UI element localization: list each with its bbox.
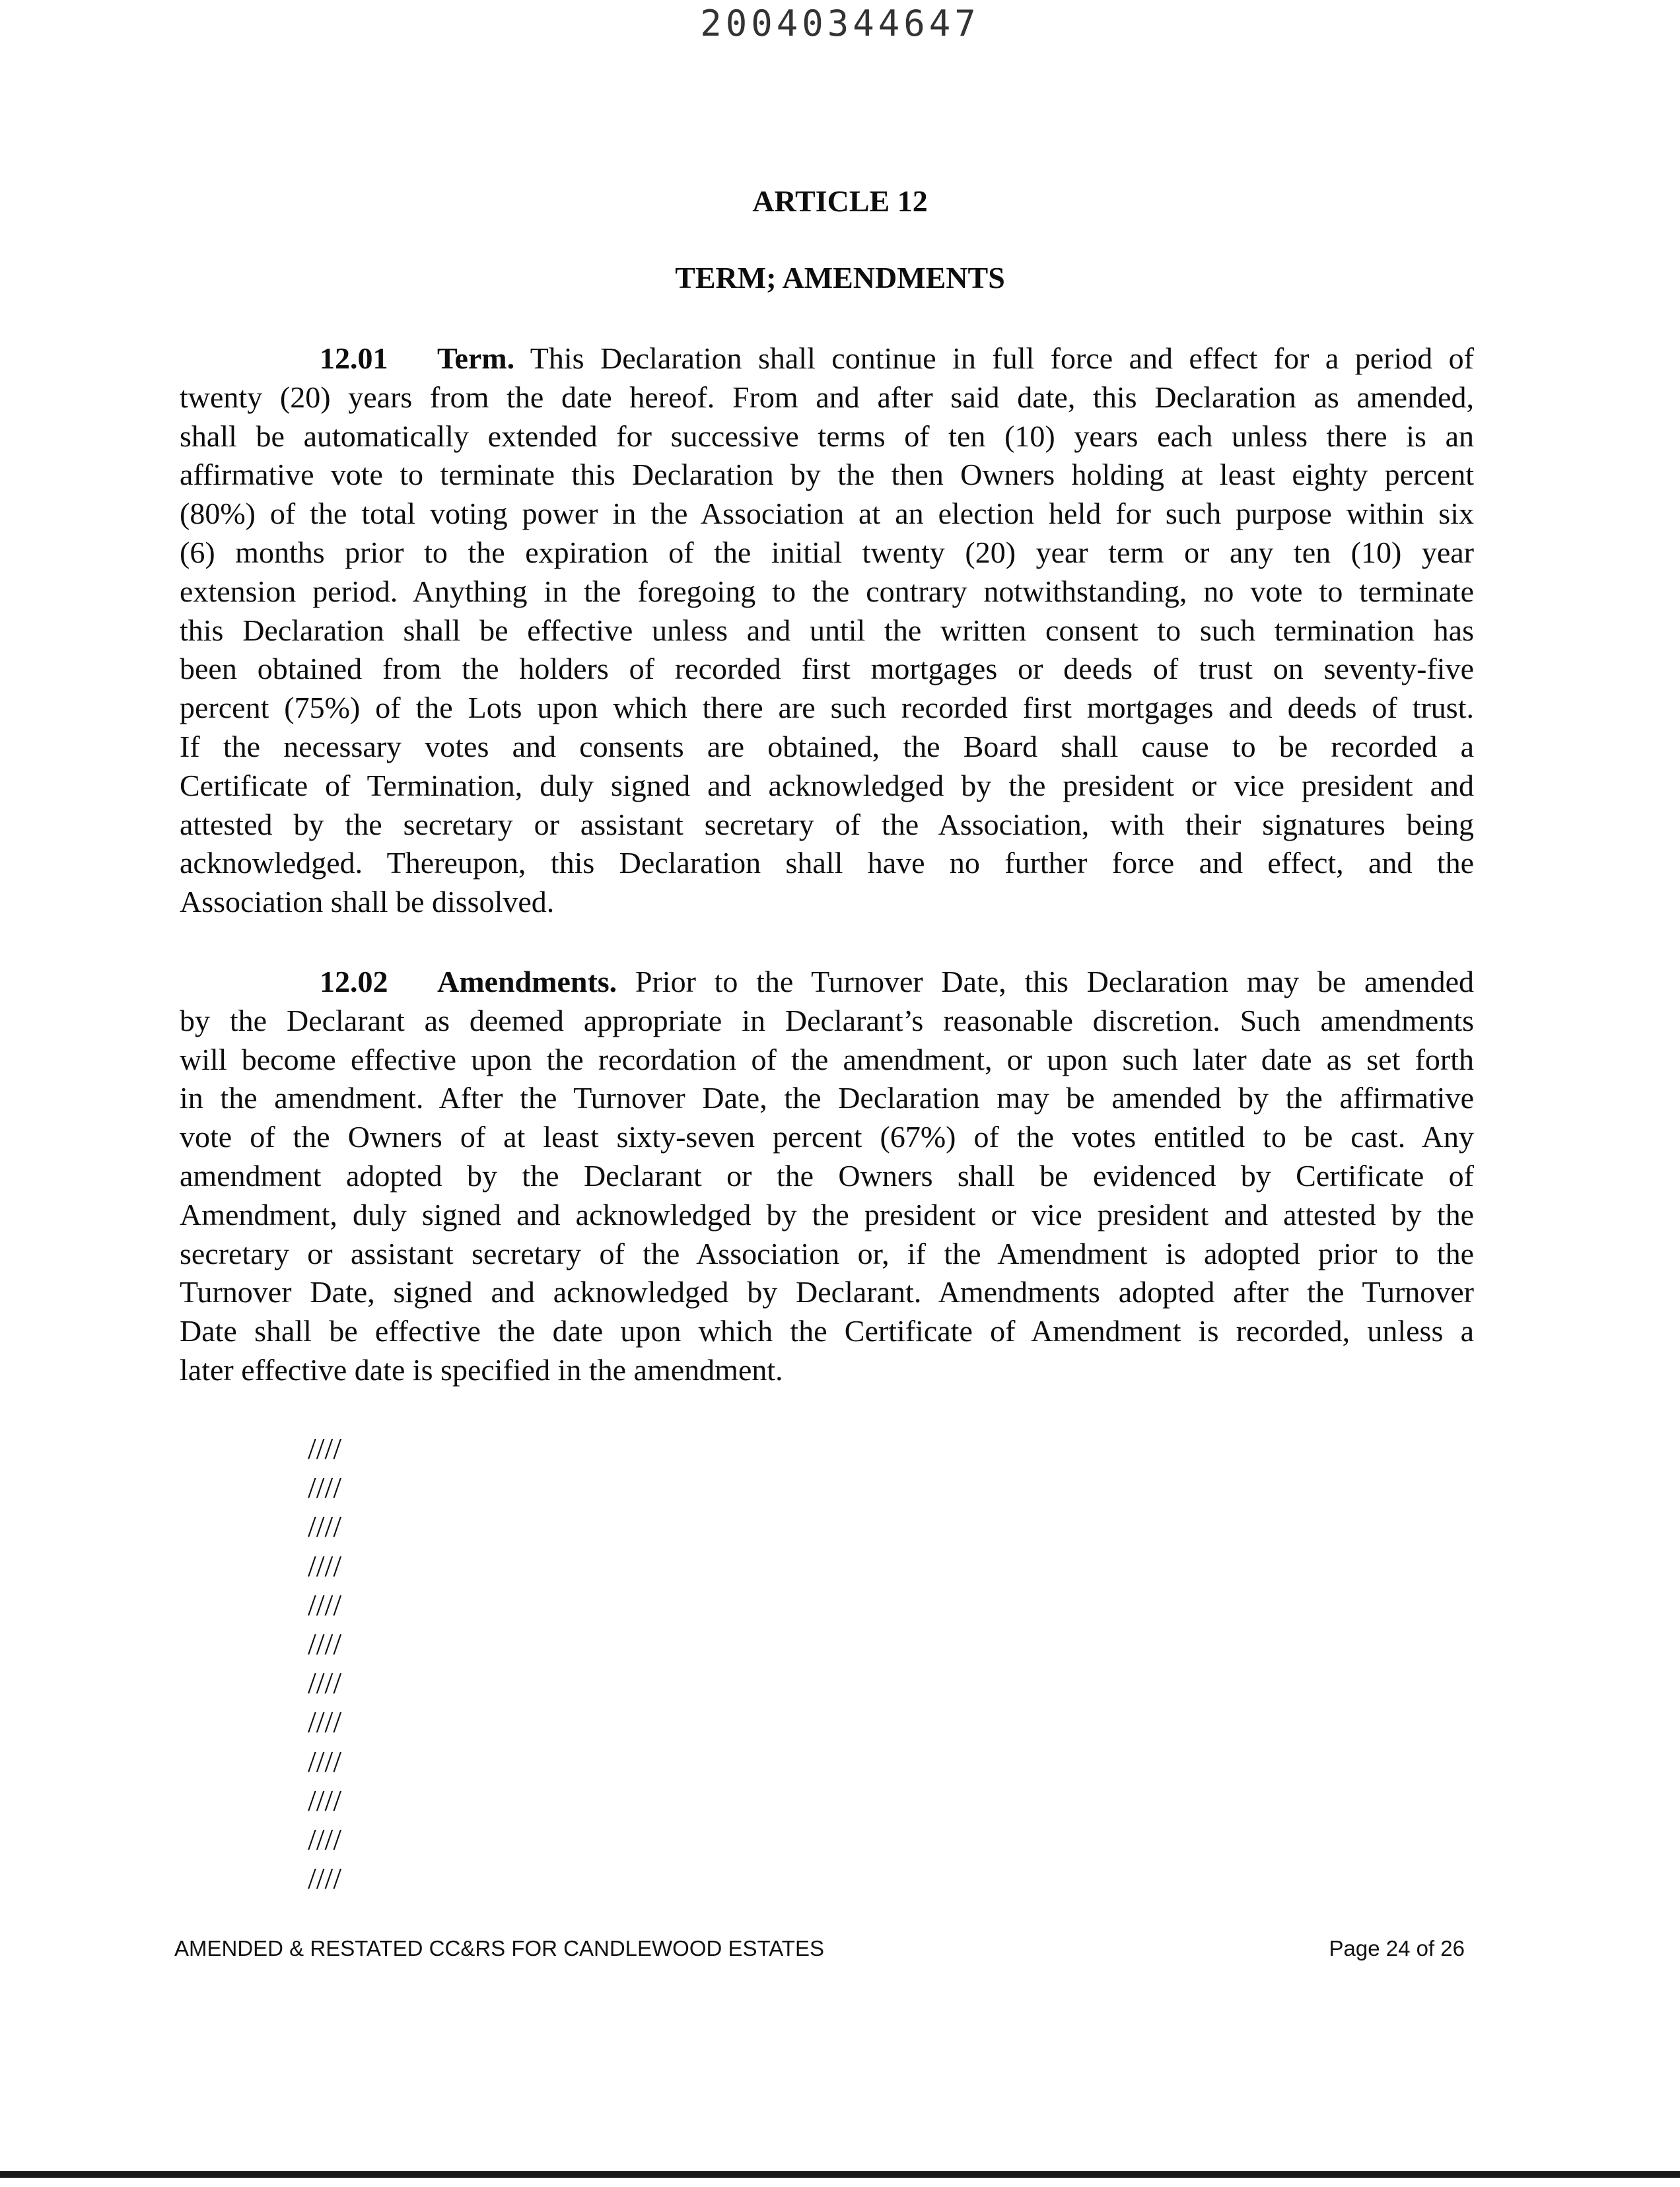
slash-line: //// [308, 1861, 342, 1896]
section-text-line: by the Declarant as deemed appropriate in Declarant’s reasonable discretion. Such amendments [180, 1003, 1474, 1037]
slash-line: //// [308, 1822, 342, 1857]
slash-line: //// [308, 1432, 342, 1465]
footer-document-title: AMENDED & RESTATED CC&RS FOR CANDLEWOOD ESTATES [174, 1936, 824, 1961]
section-amendments [180, 963, 1474, 1390]
section-text-line: extension period. Anything in the foregoing to the contrary notwithstanding, no vote to terminate [180, 574, 1474, 608]
section-text-line: This Declaration shall continue in full force and effect for a period of [530, 341, 1475, 375]
section-text-line: been obtained from the holders of recorded first mortgages or deeds of trust on seventy-five [180, 652, 1474, 686]
section-text-line: twenty (20) years from the date hereof. From and after said date, this Declaration as amended, [180, 380, 1474, 414]
slash-line: //// [308, 1744, 342, 1778]
section-text-line: percent (75%) of the Lots upon which there are such recorded first mortgages and deeds of trust. [180, 691, 1474, 725]
section-number: 12.01 [320, 341, 388, 375]
section-text-line: Date shall be effective the date upon which the Certificate of Amendment is recorded, unless a [180, 1314, 1474, 1348]
slash-line: //// [308, 1705, 342, 1739]
section-first-line [180, 963, 1474, 1002]
section-first-line [180, 339, 1474, 378]
slash-line: //// [308, 1587, 342, 1622]
section-title: Amendments. [437, 965, 617, 998]
section-text-line: vote of the Owners of at least sixty-seven percent (67%) of the votes entitled to be cast. Any [180, 1120, 1474, 1154]
section-text-line: acknowledged. Thereupon, this Declaration shall have no further force and effect, and the [180, 846, 1474, 880]
section-text-line: attested by the secretary or assistant secretary of the Association, with their signatures being [180, 807, 1474, 841]
section-text-line: Certificate of Termination, duly signed and acknowledged by the president or vice president and [180, 768, 1474, 802]
section-text-line: shall be automatically extended for successive terms of ten (10) years each unless there is an [180, 419, 1474, 453]
section-text-line: this Declaration shall be effective unless and until the written consent to such termination has [180, 613, 1474, 647]
section-text-line: (6) months prior to the expiration of the initial twenty (20) year term or any ten (10) year [180, 535, 1474, 569]
section-text-line: later effective date is specified in the amendment. [180, 1352, 783, 1387]
section-text-line: in the amendment. After the Turnover Date, the Declaration may be amended by the affirmative [180, 1081, 1474, 1115]
section-number: 12.02 [320, 965, 388, 998]
section-text-line: affirmative vote to terminate this Declaration by the then Owners holding at least eighty percent [180, 458, 1474, 492]
slash-line: //// [308, 1666, 342, 1700]
section-title: Term. [437, 341, 515, 375]
slash-line: //// [308, 1548, 342, 1583]
document-number: 20040344647 [700, 3, 980, 44]
section-text-line: secretary or assistant secretary of the Association or, if the Amendment is adopted prior to the [180, 1236, 1474, 1270]
section-text-line: amendment adopted by the Declarant or the Owners shall be evidenced by Certificate of [180, 1158, 1474, 1193]
section-text-line: Association shall be dissolved. [180, 885, 555, 919]
section-text-line: Turnover Date, signed and acknowledged by Declarant. Amendments adopted after the Turnover [180, 1275, 1474, 1309]
slash-line: //// [308, 1783, 342, 1817]
slash-line: //// [308, 1627, 342, 1661]
section-text-line: Amendment, duly signed and acknowledged by the president or vice president and attested by the [180, 1197, 1474, 1232]
section-text-line: If the necessary votes and consents are obtained, the Board shall cause to be recorded a [180, 729, 1474, 763]
section-text-line: Prior to the Turnover Date, this Declaration may be amended [635, 965, 1475, 998]
slash-line: //// [308, 1471, 342, 1505]
footer-page-number: Page 24 of 26 [1329, 1936, 1465, 1961]
section-text-line: will become effective upon the recordation of the amendment, or upon such later date as set forth [180, 1042, 1474, 1076]
article-title: ARTICLE 12 [752, 184, 928, 218]
bottom-scan-border [0, 2171, 1680, 2178]
article-subtitle: TERM; AMENDMENTS [675, 261, 1005, 295]
slash-filler-list [308, 1429, 341, 1898]
slash-line: //// [308, 1510, 342, 1544]
section-term [180, 339, 1474, 922]
section-text-line: (80%) of the total voting power in the Association at an election held for such purpose within six [180, 497, 1474, 531]
